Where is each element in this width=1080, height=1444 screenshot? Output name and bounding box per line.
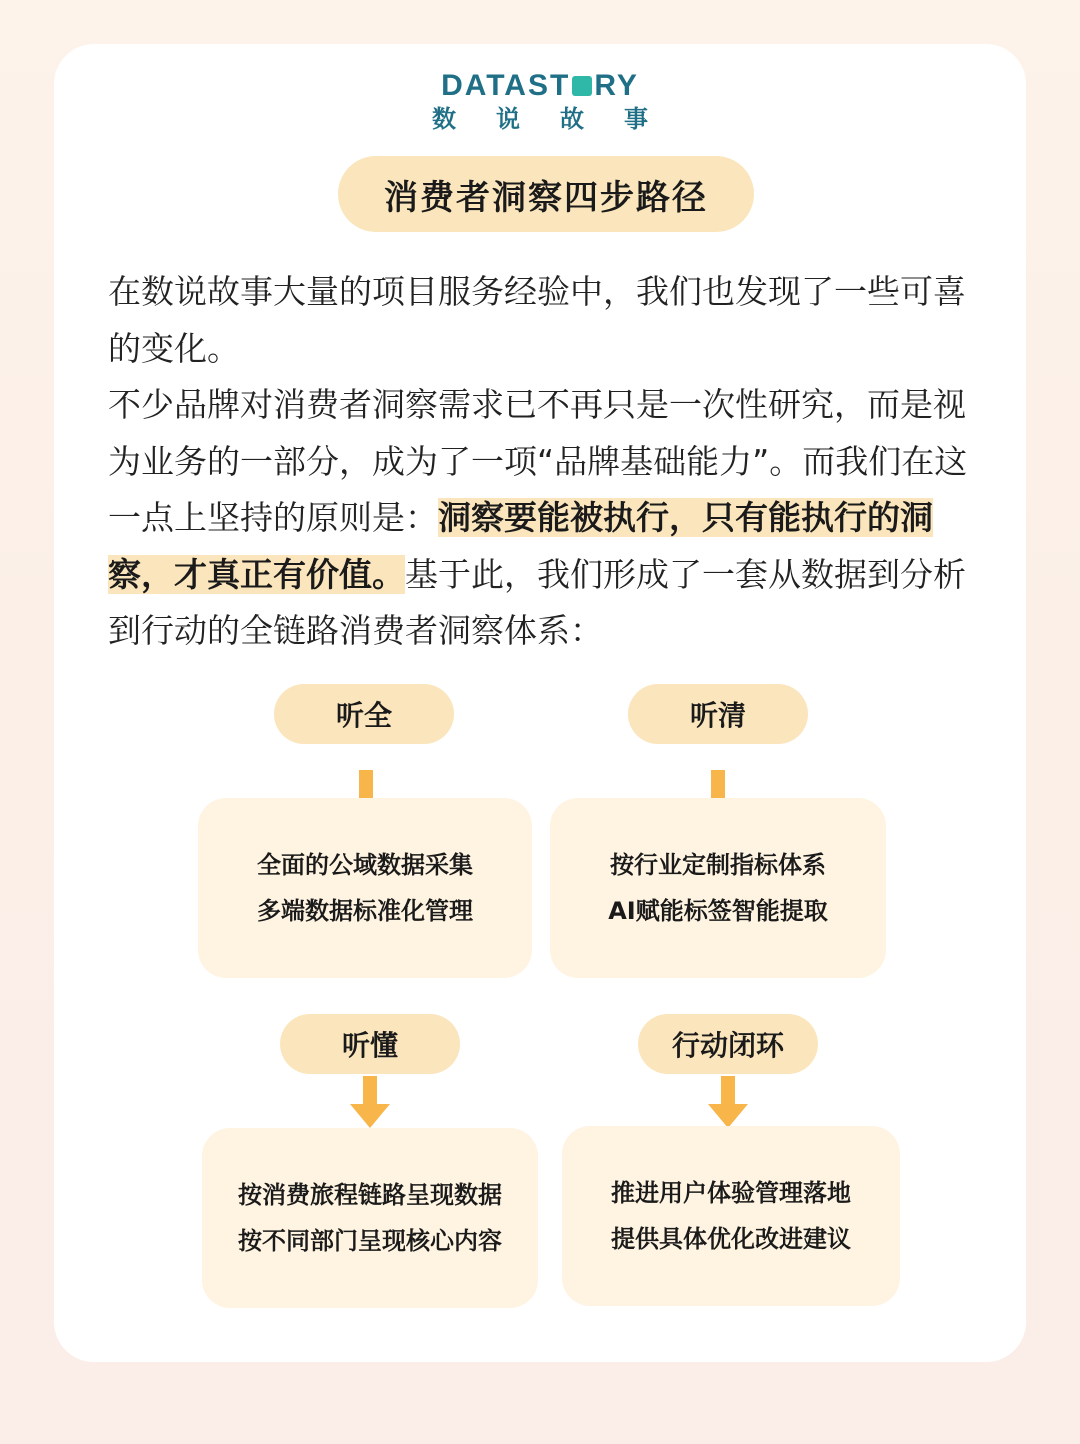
step-label-understand: 听懂 — [280, 1014, 460, 1074]
step-label-listen-clear: 听清 — [628, 684, 808, 744]
intro-paragraph-1: 在数说故事大量的项目服务经验中，我们也发现了一些可喜的变化。 — [108, 272, 966, 368]
down-arrow-icon — [708, 1076, 748, 1128]
paragraph-2-tail: 基于此，我们形成了一套从数据到分析到行动的全链路消费者洞察体系： — [108, 554, 966, 650]
logo-wordmark-part2: RY — [594, 69, 639, 102]
step-detail-line: 按不同部门呈现核心内容 — [238, 1227, 502, 1255]
step-box-listen-clear — [550, 798, 886, 978]
step-detail-line: 按行业定制指标体系 — [610, 851, 826, 879]
step-box-understand — [202, 1128, 538, 1308]
page-title: 消费者洞察四步路径 — [338, 156, 754, 232]
logo-wordmark-part1: DATAST — [441, 69, 571, 102]
intro-paragraph-2 — [108, 377, 978, 660]
logo-cn-char: 故 — [560, 105, 584, 133]
step-detail-line: 全面的公域数据采集 — [257, 851, 473, 879]
intro-text — [108, 264, 978, 660]
paragraph-2-lead: 不少品牌对消费者洞察需求已不再只是一次性研究，而是视为业务的一部分，成为了一项“品牌基础能力”。而我们在这一点上坚持的原则是： — [108, 385, 968, 537]
logo-wordmark — [441, 70, 639, 102]
step-detail-line: 多端数据标准化管理 — [257, 897, 473, 925]
step-label-action-loop: 行动闭环 — [638, 1014, 818, 1074]
datastory-logo — [54, 70, 1026, 134]
logo-cn-char: 事 — [624, 105, 648, 133]
logo-cn-char: 说 — [496, 105, 520, 133]
step-box-action-loop — [562, 1126, 900, 1306]
step-box-listen-full — [198, 798, 532, 978]
content-card — [54, 44, 1026, 1362]
logo-square-icon — [572, 76, 592, 96]
step-detail-line: 推进用户体验管理落地 — [611, 1179, 851, 1207]
step-label-listen-full: 听全 — [274, 684, 454, 744]
down-arrow-icon — [350, 1076, 390, 1128]
step-detail-line: 按消费旅程链路呈现数据 — [238, 1181, 502, 1209]
logo-cn-char: 数 — [432, 105, 456, 133]
step-detail-line: 提供具体优化改进建议 — [611, 1225, 851, 1253]
logo-chinese-name — [54, 104, 1026, 134]
highlighted-principle: 洞察要能被执行，只有能执行的洞察，才真正有价值。 — [108, 498, 933, 594]
step-detail-line: AI赋能标签智能提取 — [608, 897, 828, 925]
